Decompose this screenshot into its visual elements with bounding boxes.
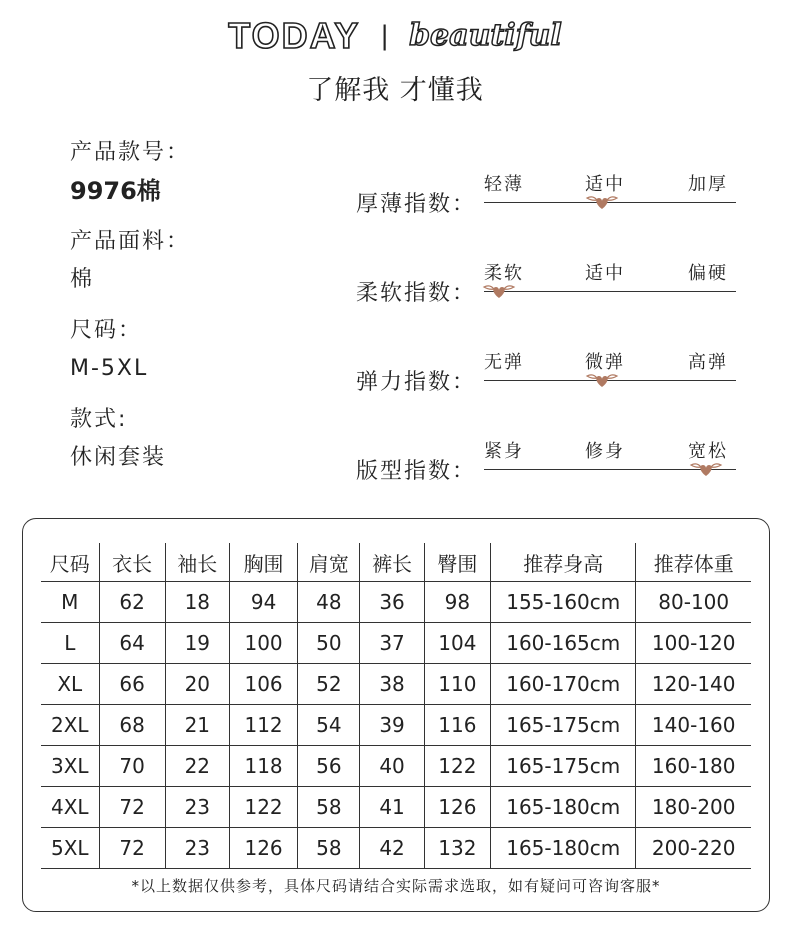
table-cell: 72 <box>99 787 165 828</box>
table-row <box>41 828 751 869</box>
table-cell: 19 <box>165 623 229 664</box>
table-cell: 64 <box>99 623 165 664</box>
brand-separator: | <box>380 21 390 51</box>
table-cell: 36 <box>360 582 424 623</box>
table-cell: 160-165cm <box>491 623 636 664</box>
table-cell: 160-170cm <box>491 664 636 705</box>
index-scale <box>356 340 736 400</box>
table-cell: 70 <box>99 746 165 787</box>
index-options <box>484 170 736 194</box>
table-cell: 165-180cm <box>491 787 636 828</box>
table-cell: 80-100 <box>636 582 751 623</box>
table-cell: 68 <box>99 705 165 746</box>
table-cell: 122 <box>424 746 490 787</box>
table-cell: 41 <box>360 787 424 828</box>
size-table <box>41 543 751 869</box>
index-option: 柔软 <box>484 263 524 284</box>
table-cell: 165-175cm <box>491 705 636 746</box>
table-cell: 165-175cm <box>491 746 636 787</box>
table-cell: 72 <box>99 828 165 869</box>
fabric-block <box>70 227 190 295</box>
table-cell: 104 <box>424 623 490 664</box>
table-cell: 39 <box>360 705 424 746</box>
brand-beautiful: beautiful <box>409 18 562 53</box>
table-cell: 62 <box>99 582 165 623</box>
table-cell: 155-160cm <box>491 582 636 623</box>
heart-wings-icon <box>689 460 723 478</box>
table-cell: 38 <box>360 664 424 705</box>
index-option: 适中 <box>585 263 625 284</box>
table-cell: 118 <box>229 746 297 787</box>
table-cell: 126 <box>424 787 490 828</box>
table-cell: 37 <box>360 623 424 664</box>
index-option: 紧身 <box>484 441 524 462</box>
table-cell: 56 <box>298 746 360 787</box>
style-label: 款式: <box>70 407 128 432</box>
table-cell: 140-160 <box>636 705 751 746</box>
table-cell: 21 <box>165 705 229 746</box>
column-header: 裤长 <box>360 543 424 582</box>
table-cell: 58 <box>298 787 360 828</box>
index-scale <box>356 162 736 222</box>
table-cell: 4XL <box>41 787 99 828</box>
index-name: 厚薄指数： <box>356 192 477 217</box>
table-row <box>41 664 751 705</box>
table-cell: 200-220 <box>636 828 751 869</box>
index-line <box>484 291 736 292</box>
heart-wings-icon <box>585 193 619 211</box>
table-cell: 100 <box>229 623 297 664</box>
table-cell: 18 <box>165 582 229 623</box>
heart-wings-icon <box>585 371 619 389</box>
header <box>0 14 790 107</box>
column-header: 推荐体重 <box>636 543 751 582</box>
index-options <box>484 259 736 283</box>
index-option: 微弹 <box>585 352 625 373</box>
table-cell: 5XL <box>41 828 99 869</box>
table-row <box>41 705 751 746</box>
fabric-label: 产品面料： <box>70 229 191 254</box>
size-chart-box <box>22 518 770 912</box>
brand-today: TODAY <box>228 15 361 56</box>
table-cell: 100-120 <box>636 623 751 664</box>
size-block <box>70 316 148 384</box>
table-cell: 66 <box>99 664 165 705</box>
index-scale <box>356 429 736 489</box>
table-cell: 112 <box>229 705 297 746</box>
table-cell: 126 <box>229 828 297 869</box>
table-row <box>41 746 751 787</box>
index-option: 适中 <box>585 174 625 195</box>
table-cell: XL <box>41 664 99 705</box>
size-note: *以上数据仅供参考，具体尺码请结合实际需求选取，如有疑问可咨询客服* <box>131 877 661 895</box>
table-header-row <box>41 543 751 582</box>
style-block <box>70 405 166 473</box>
column-header: 肩宽 <box>298 543 360 582</box>
index-option: 无弹 <box>484 352 524 373</box>
table-cell: 132 <box>424 828 490 869</box>
table-cell: 22 <box>165 746 229 787</box>
column-header: 臀围 <box>424 543 490 582</box>
table-cell: 2XL <box>41 705 99 746</box>
size-label: 尺码： <box>70 318 143 343</box>
table-row <box>41 582 751 623</box>
table-cell: 98 <box>424 582 490 623</box>
brand-banner <box>228 14 562 58</box>
model-block <box>70 138 190 206</box>
table-cell: M <box>41 582 99 623</box>
size-value: M-5XL <box>70 356 149 381</box>
table-cell: 106 <box>229 664 297 705</box>
index-option: 修身 <box>585 441 625 462</box>
index-name: 版型指数： <box>356 459 477 484</box>
fabric-value: 棉 <box>70 267 95 292</box>
page-subtitle: 了解我 才懂我 <box>306 75 484 106</box>
column-header: 尺码 <box>41 543 99 582</box>
index-option: 轻薄 <box>484 174 524 195</box>
table-cell: 58 <box>298 828 360 869</box>
column-header: 胸围 <box>229 543 297 582</box>
table-body <box>41 582 751 869</box>
model-label: 产品款号： <box>70 140 191 165</box>
index-scale <box>356 251 736 311</box>
table-cell: 42 <box>360 828 424 869</box>
index-option: 宽松 <box>688 441 728 462</box>
table-cell: 23 <box>165 787 229 828</box>
table-cell: 20 <box>165 664 229 705</box>
index-option: 高弹 <box>688 352 728 373</box>
index-options <box>484 348 736 372</box>
index-options <box>484 437 736 461</box>
table-cell: L <box>41 623 99 664</box>
table-cell: 122 <box>229 787 297 828</box>
table-cell: 50 <box>298 623 360 664</box>
model-value: 9976棉 <box>70 177 161 205</box>
table-cell: 160-180 <box>636 746 751 787</box>
table-cell: 180-200 <box>636 787 751 828</box>
column-header: 衣长 <box>99 543 165 582</box>
table-cell: 120-140 <box>636 664 751 705</box>
table-cell: 40 <box>360 746 424 787</box>
table-cell: 110 <box>424 664 490 705</box>
table-cell: 116 <box>424 705 490 746</box>
table-cell: 48 <box>298 582 360 623</box>
table-row <box>41 623 751 664</box>
column-header: 推荐身高 <box>491 543 636 582</box>
index-option: 偏硬 <box>688 263 728 284</box>
index-name: 弹力指数： <box>356 370 477 395</box>
table-cell: 23 <box>165 828 229 869</box>
column-header: 袖长 <box>165 543 229 582</box>
table-cell: 94 <box>229 582 297 623</box>
index-name: 柔软指数： <box>356 281 477 306</box>
table-cell: 54 <box>298 705 360 746</box>
table-cell: 3XL <box>41 746 99 787</box>
table-row <box>41 787 751 828</box>
index-option: 加厚 <box>688 174 728 195</box>
table-cell: 165-180cm <box>491 828 636 869</box>
style-value: 休闲套装 <box>70 445 167 470</box>
heart-wings-icon <box>482 282 516 300</box>
table-cell: 52 <box>298 664 360 705</box>
